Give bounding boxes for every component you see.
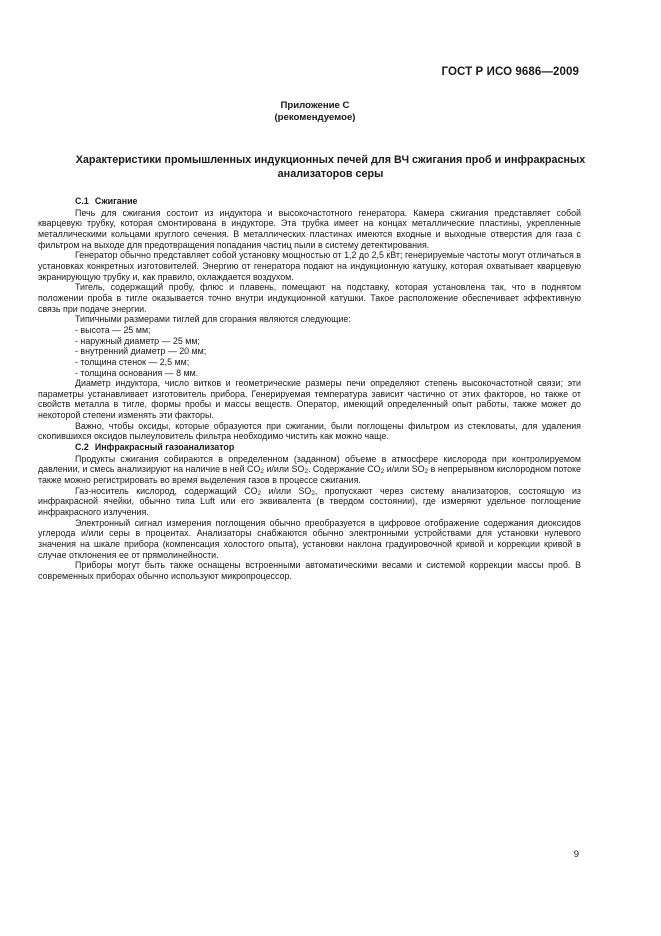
paragraph: Приборы могут быть также оснащены встроенными автоматическими весами и системой коррекции массы проб. В современных приборах обычно используют микропроцессор. [38, 560, 581, 581]
list-item: - наружный диаметр — 25 мм; [75, 335, 200, 346]
appendix-status: (рекомендуемое) [274, 111, 356, 123]
list-item: - толщина стенок — 2,5 мм; [75, 356, 190, 367]
paragraph: Диаметр индуктора, число витков и геометрические размеры печи определяют степень высокочастотной связи; эти параметры устанавливает изготовитель прибора. Генерируемая температура зависит частично от этих факторов, но также от свойств металла в тигле, формы пробы и массы веществ. Оператор, имеющий определенный опыт работы, также может до некоторой степени изменять эти факторы. [38, 378, 581, 421]
section-title: Сжигание [94, 196, 138, 206]
list-item: - высота — 25 мм; [75, 324, 151, 335]
page-number: 9 [573, 849, 579, 860]
section-heading-combustion [38, 196, 581, 207]
section-number: С.2 [75, 442, 89, 453]
paragraph: Важно, чтобы оксиды, которые образуются при сжигании, были поглощены фильтром из стекловаты, для удаления скопившихся оксидов пылеуловитель фильтра необходимо чистить как можно чаще. [38, 420, 581, 442]
paragraph: Тигель, содержащий пробу, флюс и плавень, помещают на подставку, которая установлена так, что в поднятом положении проба в тигле оказывается точно внутри индукционной катушки. Такое расположение обеспечивает эффективную связь при подаче энергии. [38, 282, 581, 314]
paragraph: Продукты сжигания собираются в определенном (заданном) объеме в атмосфере кислорода при контролируемом давлении, и смесь анализируют на наличие в ней $CO_2$ и/или $SO_2$. Содержание $CO_2$ и/или $SO_2$ в непрерывном кислородном потоке также можно регистрировать во время выделения газов в процессе сжигания. [38, 453, 581, 486]
document-title-line1: Характеристики промышленных индукционных печей для ВЧ сжигания проб и инфракрасных [75, 154, 586, 166]
paragraph: Печь для сжигания состоит из индуктора и высокочастотного генератора. Камера сжигания представляет собой кварцевую трубку, которая смонтирована в индукторе. Эта трубка имеет на концах металлические пластины, укрепленные металлическими кольцами круглого сечения. В металлических пластинах имеются входные и выходные отверстия для газа с фильтром на выходе для предотвращения попадания частиц пыли в систему детектирования. [38, 207, 581, 250]
document-body [38, 196, 581, 582]
document-title-line2: анализаторов серы [277, 167, 384, 180]
paragraph: Генератор обычно представляет собой установку мощностью от 1,2 до 2,5 кВт; генерируемые частоты могут отличаться в установках конкретных изготовителей. Энергию от генератора подают на индукционную катушку, которая охватывает кварцевую экранирующую трубку и, как правило, охлаждается воздухом. [38, 250, 581, 282]
appendix-heading [200, 100, 430, 123]
section-heading-ir-analyzer [38, 442, 581, 453]
paragraph: Газ-носитель кислород, содержащий $CO_2$ и/или $SO_2$, пропускают через систему анализаторов, состоящую из инфракрасной ячейки, обычно типа Luft или его эквивалента (в твердом состоянии), где измеряют удельное поглощение инфракрасного излучения. [38, 485, 581, 518]
document-title [48, 154, 613, 181]
section-title: Инфракрасный газоанализатор [94, 442, 235, 453]
standard-code: ГОСТ Р ИСО 9686—2009 [441, 66, 579, 78]
paragraph: Типичными размерами тиглей для сгорания являются следующие: [75, 314, 351, 325]
appendix-title: Приложение С [280, 100, 350, 111]
list-item: - внутренний диаметр — 20 мм; [75, 346, 207, 357]
list-item: - толщина основания — 8 мм. [75, 367, 199, 378]
crucible-dimensions-list [38, 325, 581, 378]
section-number: С.1 [75, 196, 89, 206]
paragraph: Электронный сигнал измерения поглощения обычно преобразуется в цифровое отображение содержания диоксидов углерода и/или серы в процентах. Анализаторы снабжаются обычно электронными устройствами для установки нулевого значения на шкале прибора (компенсация холостого опыта), установки наклона градуировочной кривой и коррекции кривой в случае отклонения ее от прямолинейности. [38, 517, 581, 560]
